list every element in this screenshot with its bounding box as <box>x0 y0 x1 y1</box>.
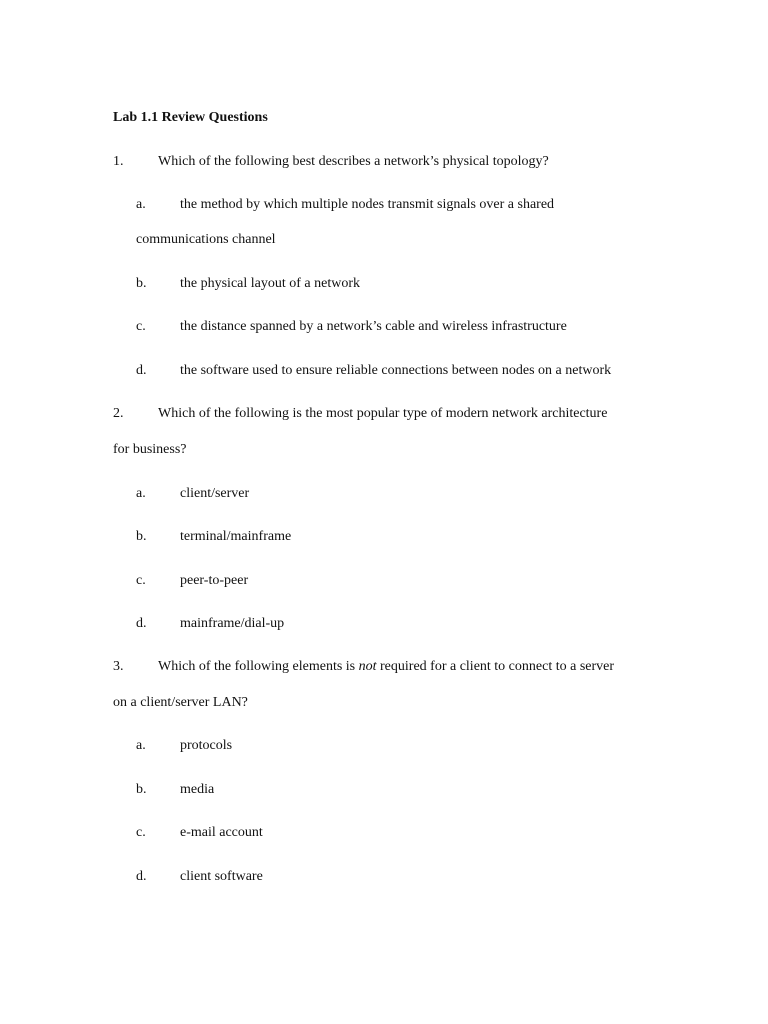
question-3-option-c-text: e-mail account <box>180 825 263 840</box>
question-2-option-b-text: terminal/mainframe <box>180 529 292 544</box>
question-3-number: 3. <box>113 659 124 674</box>
question-3-option-a-text: protocols <box>180 738 233 753</box>
question-2-option-c-letter: c. <box>136 573 146 588</box>
question-1-option-a-text-continued: communications channel <box>136 232 276 247</box>
question-1-option-a-letter: a. <box>136 197 146 212</box>
question-2-option-a-text: client/server <box>180 486 250 501</box>
question-2-number: 2. <box>113 406 124 421</box>
question-3-option-d-letter: d. <box>136 869 147 884</box>
question-2-option-c-text: peer-to-peer <box>180 573 249 588</box>
question-3-text-after: required for a client to connect to a server <box>376 659 615 674</box>
question-2-text: Which of the following is the most popular type of modern network architecture <box>158 406 608 421</box>
question-2-option-d-text: mainframe/dial-up <box>180 616 285 631</box>
question-3-text-before: Which of the following elements is <box>158 659 359 674</box>
question-1-option-a-text: the method by which multiple nodes transmit signals over a shared <box>180 197 555 212</box>
question-3-option-c-letter: c. <box>136 825 146 840</box>
question-1-option-b-letter: b. <box>136 276 147 291</box>
question-1-option-b-text: the physical layout of a network <box>180 276 361 291</box>
document-title: Lab 1.1 Review Questions <box>113 110 268 125</box>
question-1-option-c-text: the distance spanned by a network’s cable and wireless infrastructure <box>180 319 567 334</box>
question-3-text-emphasis: not <box>358 659 377 674</box>
question-3-option-b-text: media <box>180 782 215 797</box>
question-1-number: 1. <box>113 154 124 169</box>
question-3-option-a-letter: a. <box>136 738 146 753</box>
question-2-option-d-letter: d. <box>136 616 147 631</box>
question-1-text: Which of the following best describes a network’s physical topology? <box>158 154 549 169</box>
question-3-text <box>158 658 614 676</box>
question-3-option-d-text: client software <box>180 869 263 884</box>
question-1-option-c-letter: c. <box>136 319 146 334</box>
question-1-option-d-text: the software used to ensure reliable connections between nodes on a network <box>180 363 612 378</box>
question-1-option-d-letter: d. <box>136 363 147 378</box>
question-2-text-continued: for business? <box>113 442 187 457</box>
question-3-text-continued: on a client/server LAN? <box>113 695 248 710</box>
question-2-option-a-letter: a. <box>136 486 146 501</box>
question-2-option-b-letter: b. <box>136 529 147 544</box>
question-3-option-b-letter: b. <box>136 782 147 797</box>
